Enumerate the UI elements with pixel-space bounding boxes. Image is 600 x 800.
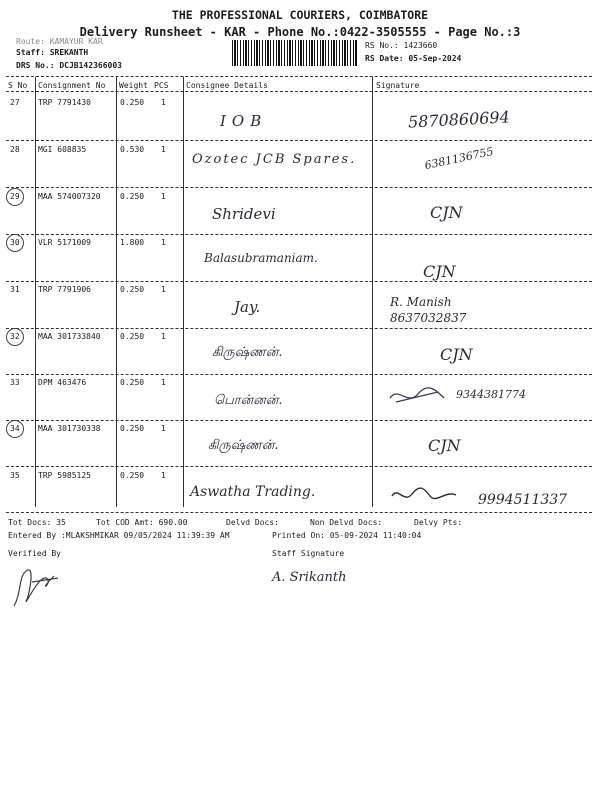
row-weight: 0.250 bbox=[120, 192, 145, 201]
col-header-consignee: Consignee Details bbox=[186, 81, 268, 90]
row-consignee-handwritten: Ozotec JCB Spares. bbox=[192, 152, 357, 167]
scribble-signature-icon bbox=[388, 384, 448, 408]
row-consignee-handwritten: Jay. bbox=[234, 298, 261, 316]
delivery-points: Delvy Pts: bbox=[414, 518, 463, 527]
row-signature-handwritten: CJN bbox=[440, 345, 473, 364]
row-consignment: MAA 574007320 bbox=[38, 192, 101, 201]
row-weight: 0.530 bbox=[120, 145, 145, 154]
row-consignee-handwritten: IOB bbox=[220, 112, 268, 130]
row-consignee-handwritten: Shridevi bbox=[212, 205, 276, 223]
col-divider bbox=[183, 77, 184, 507]
row-consignment: MGI 608835 bbox=[38, 145, 87, 154]
row-pcs: 1 bbox=[161, 424, 166, 433]
row-signature-handwritten: 9994511337 bbox=[478, 492, 568, 508]
row-sno: 35 bbox=[10, 471, 20, 480]
row-consignment: DPM 463476 bbox=[38, 378, 87, 387]
row-sno: 27 bbox=[10, 98, 20, 107]
row-consignment: TRP 7791430 bbox=[38, 98, 91, 107]
row-weight: 0.250 bbox=[120, 332, 145, 341]
entered-by: Entered By :MLAKSHMIKAR 09/05/2024 11:39:39 AM bbox=[8, 531, 230, 540]
row-consignee-handwritten: Balasubramaniam. bbox=[204, 251, 318, 265]
row-weight: 0.250 bbox=[120, 98, 145, 107]
row-consignment: MAA 301730338 bbox=[38, 424, 101, 433]
row-consignee-handwritten: கிருஷ்ணன். bbox=[208, 438, 279, 453]
row-divider bbox=[6, 328, 592, 329]
row-pcs: 1 bbox=[161, 285, 166, 294]
row-pcs: 1 bbox=[161, 192, 166, 201]
row-weight: 0.250 bbox=[120, 285, 145, 294]
row-signature-handwritten: R. Manish 8637032837 bbox=[390, 295, 467, 325]
non-delivered-docs: Non Delvd Docs: bbox=[310, 518, 383, 527]
table-bottom-rule bbox=[6, 512, 592, 513]
col-header-signature: Signature bbox=[376, 81, 420, 90]
row-consignment: TRP 7791906 bbox=[38, 285, 91, 294]
rs-date: RS Date: 05-Sep-2024 bbox=[365, 54, 462, 63]
row-divider bbox=[6, 234, 592, 235]
verified-by-label: Verified By bbox=[8, 549, 61, 558]
row-sno: 34 bbox=[10, 424, 20, 433]
row-consignment: MAA 301733840 bbox=[38, 332, 101, 341]
row-weight: 0.250 bbox=[120, 378, 145, 387]
printed-on: Printed On: 05-09-2024 11:40:04 bbox=[272, 531, 422, 540]
row-pcs: 1 bbox=[161, 98, 166, 107]
row-divider bbox=[6, 420, 592, 421]
row-divider bbox=[6, 466, 592, 467]
row-signature-handwritten: 9344381774 bbox=[456, 388, 526, 401]
row-pcs: 1 bbox=[161, 145, 166, 154]
row-weight: 0.250 bbox=[120, 424, 145, 433]
route-label: Route: KAMAYUR KAR bbox=[16, 37, 103, 46]
table-header-rule bbox=[6, 91, 592, 92]
row-divider bbox=[6, 374, 592, 375]
row-consignee-handwritten: பொன்னன். bbox=[214, 393, 283, 408]
row-sno: 32 bbox=[10, 332, 20, 341]
row-consignee-handwritten: Aswatha Trading. bbox=[190, 484, 316, 500]
row-pcs: 1 bbox=[161, 238, 166, 247]
rs-number: RS No.: 1423660 bbox=[365, 41, 438, 50]
verifier-signature-icon bbox=[8, 562, 64, 612]
barcode bbox=[232, 40, 358, 66]
row-pcs: 1 bbox=[161, 332, 166, 341]
drs-number: DRS No.: DCJB142366003 bbox=[16, 61, 122, 70]
row-signature-handwritten: 5870860694 bbox=[407, 107, 511, 132]
company-name: THE PROFESSIONAL COURIERS, COIMBATORE bbox=[171, 8, 429, 22]
row-weight: 1.800 bbox=[120, 238, 145, 247]
total-docs: Tot Docs: 35 bbox=[8, 518, 66, 527]
row-consignment: TRP 5985125 bbox=[38, 471, 91, 480]
page-title: Delivery Runsheet - KAR - Phone No.:0422-3505555 - Page No.:3 bbox=[79, 25, 521, 39]
row-signature-handwritten: CJN bbox=[423, 262, 456, 281]
col-divider bbox=[372, 77, 373, 507]
row-divider bbox=[6, 187, 592, 188]
delivered-docs: Delvd Docs: bbox=[226, 518, 279, 527]
row-sno: 33 bbox=[10, 378, 20, 387]
row-signature-handwritten: 6381136755 bbox=[423, 144, 495, 173]
row-weight: 0.250 bbox=[120, 471, 145, 480]
col-divider bbox=[35, 77, 36, 507]
row-sno: 28 bbox=[10, 145, 20, 154]
col-header-sno: S No bbox=[8, 81, 28, 90]
row-divider bbox=[6, 140, 592, 141]
total-cod-amount: Tot COD Amt: 690.00 bbox=[96, 518, 188, 527]
col-divider bbox=[116, 77, 117, 507]
staff-signature-handwritten: A. Srikanth bbox=[272, 570, 347, 585]
col-header-pcs: PCS bbox=[154, 81, 169, 90]
col-header-consignment: Consignment No bbox=[38, 81, 106, 90]
row-pcs: 1 bbox=[161, 378, 166, 387]
col-header-weight: Weight bbox=[119, 81, 148, 90]
row-signature-handwritten: CJN bbox=[430, 203, 463, 222]
row-consignee-handwritten: கிருஷ்ணன். bbox=[212, 345, 283, 360]
row-pcs: 1 bbox=[161, 471, 166, 480]
table-top-rule bbox=[6, 76, 592, 77]
row-sno: 31 bbox=[10, 285, 20, 294]
row-sno: 30 bbox=[10, 238, 20, 247]
row-signature-handwritten: CJN bbox=[428, 436, 461, 455]
staff-signature-label: Staff Signature bbox=[272, 549, 345, 558]
staff-label: Staff: SREKANTH bbox=[16, 48, 89, 57]
scribble-signature-icon bbox=[390, 486, 460, 504]
row-sno: 29 bbox=[10, 192, 20, 201]
row-consignment: VLR 5171009 bbox=[38, 238, 91, 247]
row-divider bbox=[6, 281, 592, 282]
